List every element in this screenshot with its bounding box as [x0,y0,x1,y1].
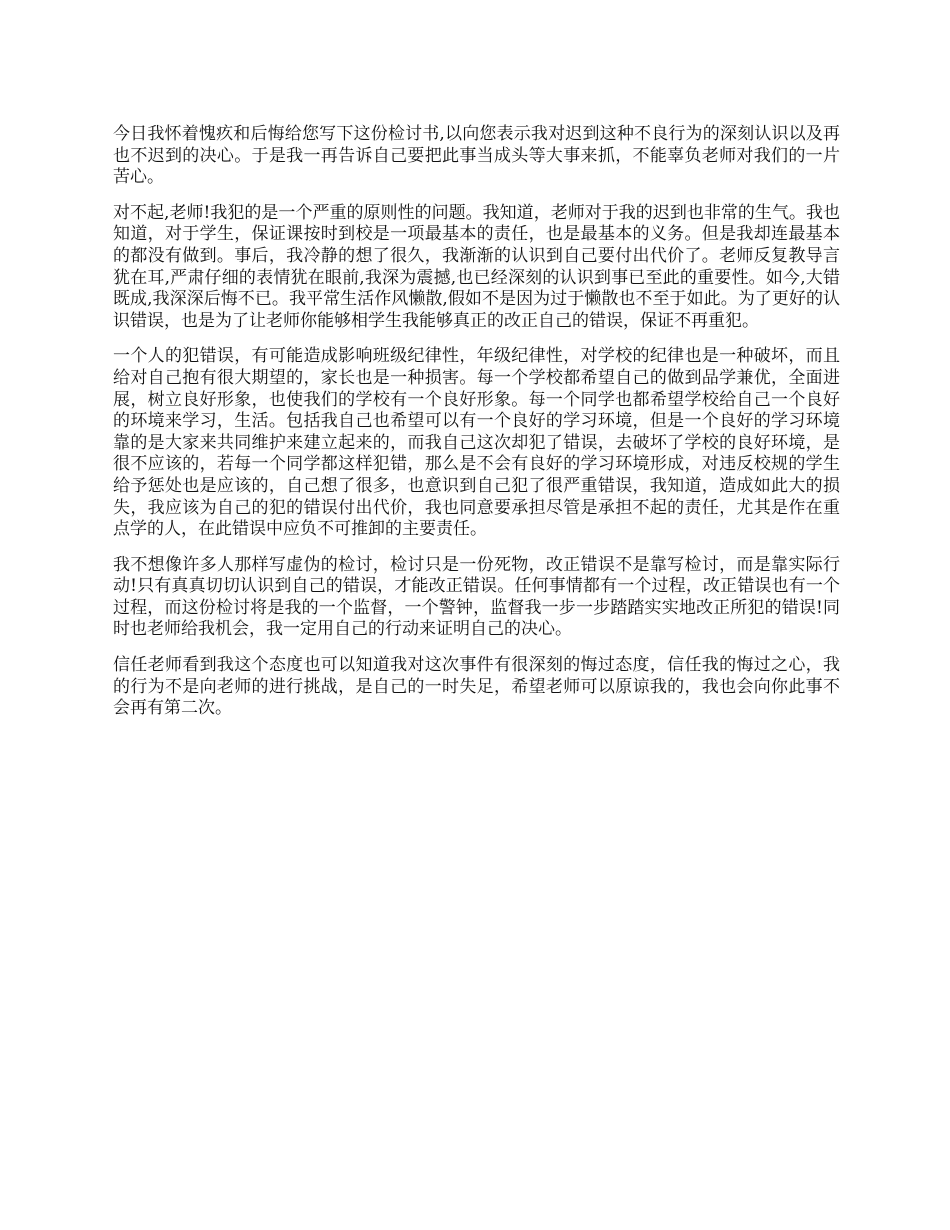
paragraph-3: 一个人的犯错误，有可能造成影响班级纪律性，年级纪律性，对学校的纪律也是一种破坏，而且给对自己抱有很大期望的，家长也是一种损害。每一个学校都希望自己的做到品学兼优，全面进展，树立良好形象，也使我们的学校有一个良好形象。每一个同学也都希望学校给自己一个良好的环境来学习，生活。包括我自己也希望可以有一个良好的学习环境，但是一个良好的学习环境靠的是大家来共同维护来建立起来的，而我自己这次却犯了错误，去破坏了学校的良好环境，是很不应该的，若每一个同学都这样犯错，那么是不会有良好的学习环境形成，对违反校规的学生给予惩处也是应该的，自己想了很多，也意识到自己犯了很严重错误，我知道，造成如此大的损失，我应该为自己的犯的错误付出代价，我也同意要承担尽管是承担不起的责任，尤其是作在重点学的人，在此错误中应负不可推卸的主要责任。 [113,346,840,540]
paragraph-2: 对不起,老师!我犯的是一个严重的原则性的问题。我知道，老师对于我的迟到也非常的生气。我也知道，对于学生，保证课按时到校是一项最基本的责任，也是最基本的义务。但是我却连最基本的都没有做到。事后，我冷静的想了很久，我渐渐的认识到自己要付出代价了。老师反复教导言犹在耳,严肃仔细的表情犹在眼前,我深为震撼,也已经深刻的认识到事已至此的重要性。如今,大错既成,我深深后悔不已。我平常生活作风懒散,假如不是因为过于懒散也不至于如此。为了更好的认识错误，也是为了让老师你能够相学生我能够真正的改正自己的错误，保证不再重犯。 [113,202,840,331]
paragraph-4: 我不想像许多人那样写虚伪的检讨，检讨只是一份死物，改正错误不是靠写检讨，而是靠实际行动!只有真真切切认识到自己的错误，才能改正错误。任何事情都有一个过程，改正错误也有一个过程，而这份检讨将是我的一个监督，一个警钟，监督我一步一步踏踏实实地改正所犯的错误!同时也老师给我机会，我一定用自己的行动来证明自己的决心。 [113,554,840,640]
document-page [113,124,840,734]
paragraph-1: 今日我怀着愧疚和后悔给您写下这份检讨书,以向您表示我对迟到这种不良行为的深刻认识以及再也不迟到的决心。于是我一再告诉自己要把此事当成头等大事来抓，不能辜负老师对我们的一片苦心。 [113,124,840,188]
paragraph-5: 信任老师看到我这个态度也可以知道我对这次事件有很深刻的悔过态度，信任我的悔过之心，我的行为不是向老师的进行挑战，是自己的一时失足，希望老师可以原谅我的，我也会向你此事不会再有第二次。 [113,655,840,719]
